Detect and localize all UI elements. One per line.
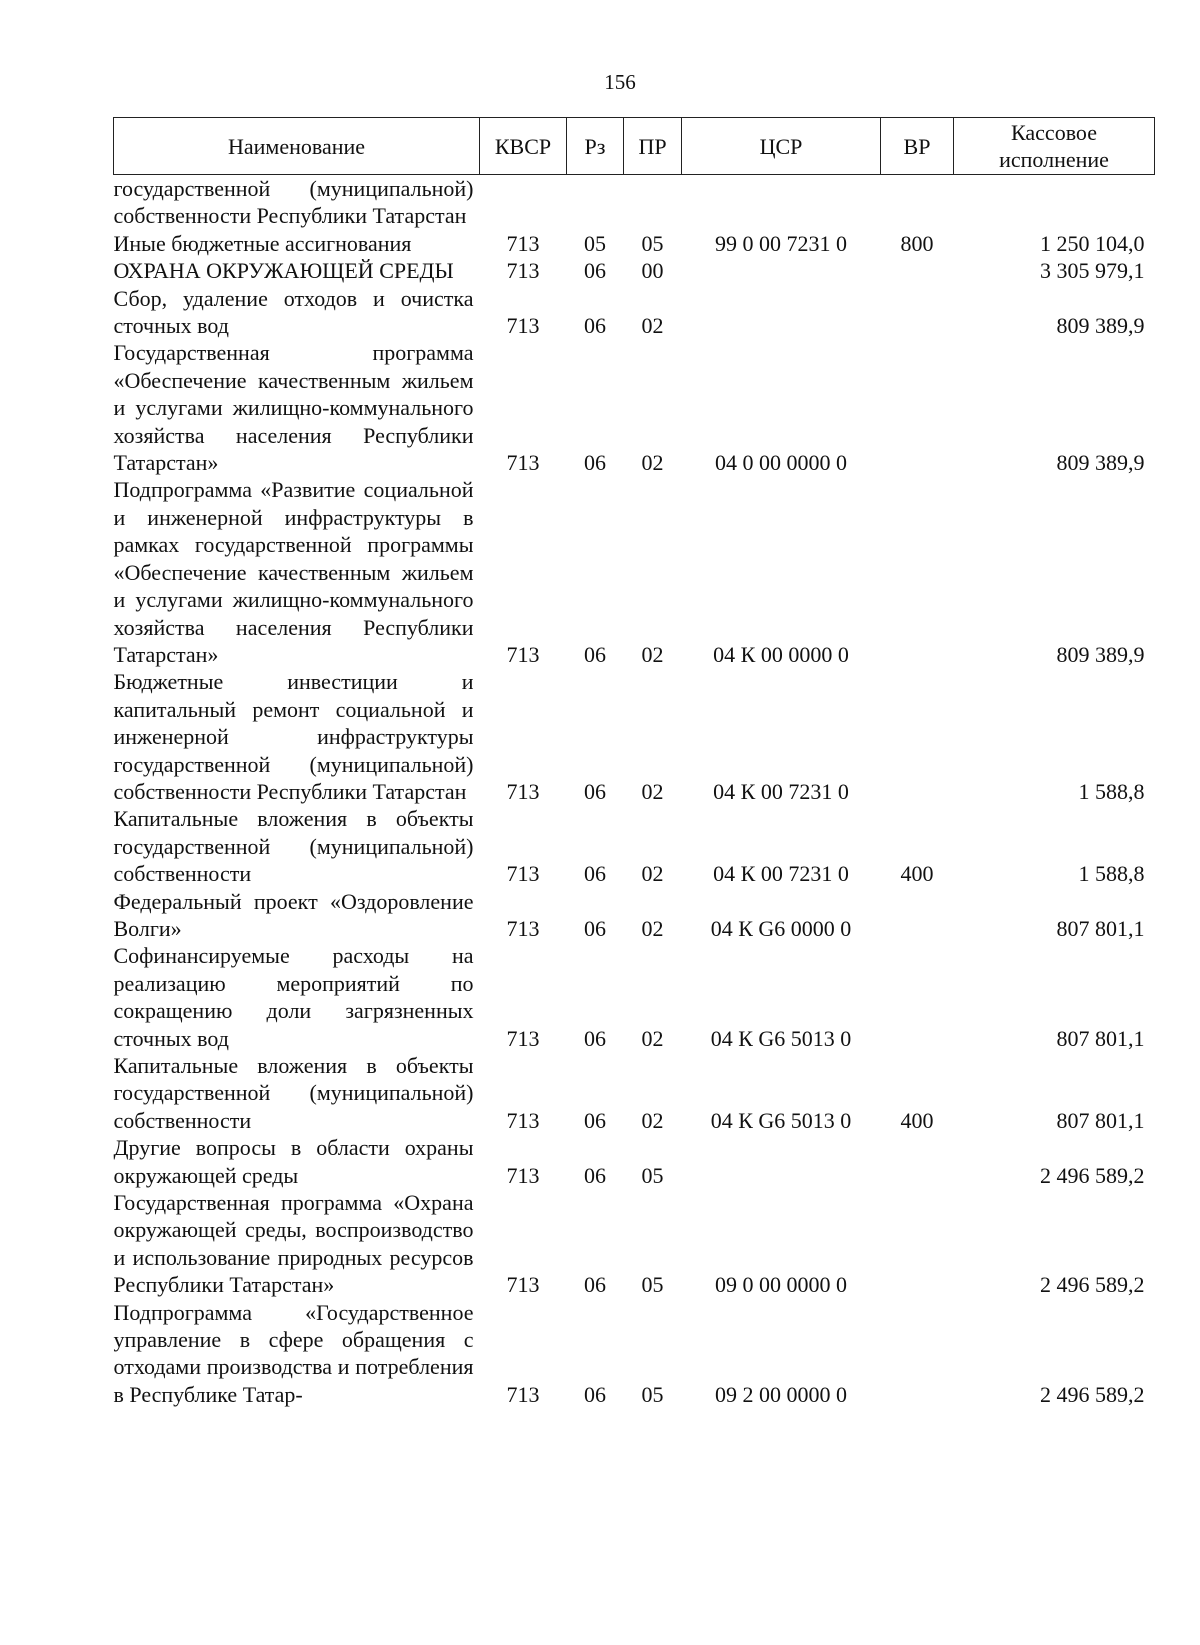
cell-vr xyxy=(881,175,954,230)
cell-rz: 05 xyxy=(584,230,606,256)
cell-csr: 04 0 00 0000 0 xyxy=(715,450,847,476)
cell-rz: 06 xyxy=(584,1381,606,1407)
cell-pr: 05 xyxy=(641,1162,664,1188)
cell-name: Капитальные вложения в объекты государственной (муниципальной) собственности xyxy=(113,806,474,887)
cell-vr xyxy=(881,1134,954,1189)
cell-rz: 06 xyxy=(584,1162,606,1188)
header-rz: Рз xyxy=(567,118,624,175)
cell-kvsr: 713 xyxy=(506,915,540,941)
cell-name: Федеральный проект «Оздоровление Волги» xyxy=(113,888,474,941)
cell-rz: 06 xyxy=(584,778,606,804)
cell-pr: 05 xyxy=(641,1381,664,1407)
cell-pr: 02 xyxy=(641,861,664,887)
cell-kvsr: 713 xyxy=(506,1025,540,1051)
table-row xyxy=(114,285,1155,340)
cell-amount: 1 588,8 xyxy=(1078,778,1145,804)
header-name: Наименование xyxy=(114,118,480,175)
cell-name: Софинансируемые расходы на реализацию мероприятий по сокращению доли загрязненных сточных вод xyxy=(113,943,474,1051)
cell-rz: 06 xyxy=(584,313,606,339)
cell-rz: 06 xyxy=(584,1107,606,1133)
table-row xyxy=(114,476,1155,668)
cell-pr: 05 xyxy=(641,1272,664,1298)
cell-pr: 02 xyxy=(641,313,664,339)
cell-kvsr: 713 xyxy=(506,1272,540,1298)
cell-name: Бюджетные инвестиции и капитальный ремонт социальной и инженерной инфраструктуры государственной (муниципальной) собственности Республики Татарстан xyxy=(113,669,474,804)
cell-vr xyxy=(881,942,954,1052)
cell-name: Подпрограмма «Государственное управление в сфере обращения с отходами производства и потребления в Республике Татар- xyxy=(113,1299,474,1407)
cell-kvsr: 713 xyxy=(506,778,540,804)
cell-vr xyxy=(881,668,954,805)
cell-csr: 04 К 00 0000 0 xyxy=(713,641,849,667)
cell-csr xyxy=(682,175,881,230)
cell-csr xyxy=(682,285,881,340)
cell-amount: 807 801,1 xyxy=(1056,1025,1145,1051)
cell-pr: 02 xyxy=(641,778,664,804)
cell-rz: 06 xyxy=(584,915,606,941)
table-row xyxy=(114,942,1155,1052)
table-row xyxy=(114,230,1155,257)
table-row xyxy=(114,1299,1155,1409)
cell-name: Государственная программа «Обеспечение качественным жильем и услугами жилищно-коммунального хозяйства населения Республики Татарстан» xyxy=(113,340,474,476)
header-kvsr: КВСР xyxy=(480,118,567,175)
cell-vr xyxy=(881,888,954,943)
cell-csr: 09 0 00 0000 0 xyxy=(715,1272,847,1298)
cell-name: Другие вопросы в области охраны окружающей среды xyxy=(113,1135,474,1188)
cell-amount: 1 588,8 xyxy=(1078,861,1145,887)
cell-pr: 00 xyxy=(641,258,664,284)
cell-csr: 04 К 00 7231 0 xyxy=(713,861,849,887)
cell-amount: 809 389,9 xyxy=(1056,313,1145,339)
cell-vr: 800 xyxy=(900,230,934,256)
cell-pr xyxy=(624,175,682,230)
header-vr: ВР xyxy=(881,118,954,175)
table-header-row xyxy=(114,118,1155,175)
cell-kvsr: 713 xyxy=(506,1381,540,1407)
cell-name: Сбор, удаление отходов и очистка сточных вод xyxy=(113,285,474,339)
table-row xyxy=(114,175,1155,230)
cell-amount: 1 250 104,0 xyxy=(1040,230,1145,256)
header-csr: ЦСР xyxy=(682,118,881,175)
cell-vr xyxy=(881,1299,954,1409)
cell-csr: 04 К G6 5013 0 xyxy=(710,1107,852,1133)
cell-kvsr: 713 xyxy=(506,313,540,339)
cell-amount: 2 496 589,2 xyxy=(1040,1381,1145,1407)
cell-vr: 400 xyxy=(900,861,934,887)
budget-execution-table xyxy=(113,117,1155,1408)
cell-amount: 807 801,1 xyxy=(1056,1107,1145,1133)
cell-pr: 02 xyxy=(641,641,664,667)
cell-amount: 2 496 589,2 xyxy=(1040,1162,1145,1188)
cell-kvsr: 713 xyxy=(506,230,540,256)
cell-csr: 04 К 00 7231 0 xyxy=(713,778,849,804)
cell-amount: 2 496 589,2 xyxy=(1040,1272,1145,1298)
cell-csr xyxy=(682,257,881,284)
cell-vr xyxy=(881,257,954,284)
cell-kvsr: 713 xyxy=(506,1162,540,1188)
cell-name: ОХРАНА ОКРУЖАЮЩЕЙ СРЕДЫ xyxy=(113,258,454,284)
cell-rz: 06 xyxy=(584,1272,606,1298)
table-row xyxy=(114,888,1155,943)
cell-pr: 02 xyxy=(641,915,664,941)
cell-csr: 04 К G6 5013 0 xyxy=(710,1025,852,1051)
cell-kvsr: 713 xyxy=(506,450,540,476)
cell-amount: 3 305 979,1 xyxy=(1040,258,1145,284)
cell-pr: 05 xyxy=(641,230,664,256)
cell-csr: 99 0 00 7231 0 xyxy=(715,230,847,256)
table-row xyxy=(114,1189,1155,1299)
cell-vr xyxy=(881,285,954,340)
cell-vr xyxy=(881,339,954,476)
cell-rz: 06 xyxy=(584,641,606,667)
cell-kvsr: 713 xyxy=(506,1107,540,1133)
page-number: 156 xyxy=(604,70,636,94)
cell-kvsr: 713 xyxy=(506,641,540,667)
cell-csr xyxy=(682,1134,881,1189)
table-body xyxy=(114,175,1155,1409)
cell-vr xyxy=(881,1189,954,1299)
cell-kvsr: 713 xyxy=(506,861,540,887)
table-row xyxy=(114,257,1155,284)
cell-csr: 04 К G6 0000 0 xyxy=(710,915,852,941)
header-amount: Кассовое исполнение xyxy=(954,118,1155,175)
table-row xyxy=(114,668,1155,805)
table-row xyxy=(114,1052,1155,1134)
cell-name: Капитальные вложения в объекты государственной (муниципальной) собственности xyxy=(113,1053,474,1133)
cell-rz: 06 xyxy=(584,450,606,476)
cell-kvsr: 713 xyxy=(506,258,540,284)
table-row xyxy=(114,339,1155,476)
cell-name: Иные бюджетные ассигнования xyxy=(113,230,412,256)
cell-amount: 809 389,9 xyxy=(1056,450,1145,476)
cell-pr: 02 xyxy=(641,1107,664,1133)
cell-rz: 06 xyxy=(584,1025,606,1051)
cell-name: Подпрограмма «Развитие социальной и инженерной инфраструктуры в рамках государственной программы «Обеспечение качественным жильем и услугами жилищно-коммунального хозяйства населения Республики Татарстан» xyxy=(113,477,474,667)
cell-amount: 809 389,9 xyxy=(1056,641,1145,667)
cell-name: государственной (муниципальной) собственности Республики Татарстан xyxy=(113,176,474,229)
cell-pr: 02 xyxy=(641,1025,664,1051)
header-pr: ПР xyxy=(624,118,682,175)
cell-rz xyxy=(567,175,624,230)
cell-amount xyxy=(954,175,1155,230)
table-row xyxy=(114,1134,1155,1189)
cell-vr xyxy=(881,476,954,668)
cell-name: Государственная программа «Охрана окружающей среды, воспроизводство и использование природных ресурсов Республики Татарстан» xyxy=(113,1190,474,1298)
cell-csr: 09 2 00 0000 0 xyxy=(715,1381,847,1407)
cell-rz: 06 xyxy=(584,258,606,284)
cell-kvsr xyxy=(480,175,567,230)
table-row xyxy=(114,805,1155,887)
cell-pr: 02 xyxy=(641,450,664,476)
cell-amount: 807 801,1 xyxy=(1056,915,1145,941)
cell-rz: 06 xyxy=(584,861,606,887)
cell-vr: 400 xyxy=(900,1107,934,1133)
